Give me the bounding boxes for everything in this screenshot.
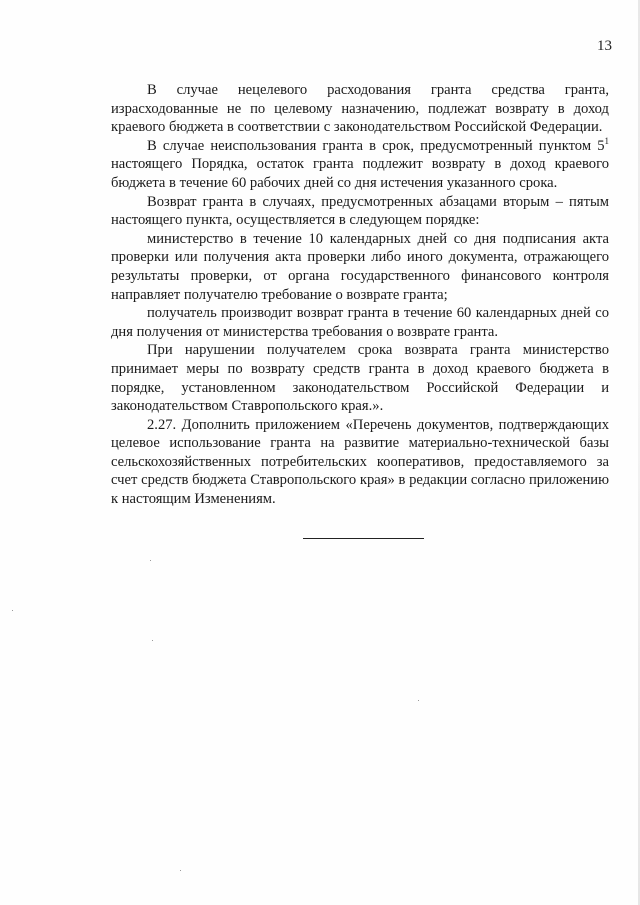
paragraph-violation-measures: При нарушении получателем срока возврата гранта министерство принимает меры по возврату средств гранта в доход краевого бюджета в порядке, установленном законодательством Российской Федерации и законодательством Ставропольского края.». (111, 342, 609, 415)
scan-speck (12, 610, 13, 611)
paragraph-amendment-2-27: 2.27. Дополнить приложением «Перечень документов, подтверждающих целевое использование гранта на развитие материально-технической базы сельскохозяйственных потребительских кооперативов, предоставляемого за счет средств бюджета Ставропольского края» в редакции согласно приложению к настоящим Изменениям. (111, 416, 609, 508)
document-body (111, 81, 609, 509)
paragraph-unused-grant-return (111, 137, 609, 193)
paragraph-unused-grant-text-end: настоящего Порядка, остаток гранта подлежит возврату в доход краевого бюджета в течение 60 рабочих дней со дня истечения указанного срока. (111, 156, 609, 191)
end-of-text-rule (303, 538, 424, 539)
scan-speck (180, 870, 181, 871)
page-number: 13 (597, 38, 612, 54)
paragraph-ministry-demand: министерство в течение 10 календарных дней со дня подписания акта проверки или получения акта проверки либо иного документа, отражающего результаты проверки, от органа государственного финансового контроля направляет получателю требование о возврате гранта; (111, 230, 609, 303)
paragraph-unused-grant-text-start: В случае неиспользования гранта в срок, предусмотренный пунктом 5 (147, 137, 605, 154)
paragraph-recipient-return: получатель производит возврат гранта в течение 60 календарных дней со дня получения от министерства требования о возврате гранта. (111, 305, 609, 340)
scan-speck (152, 640, 153, 641)
scan-speck (150, 560, 151, 561)
superscript-index: 1 (604, 135, 609, 146)
scan-speck (418, 700, 419, 701)
paragraph-misuse-return: В случае нецелевого расходования гранта средства гранта, израсходованные не по целевому назначению, подлежат возврату в доход краевого бюджета в соответствии с законодательством Российской Федерации. (111, 82, 609, 136)
paragraph-return-procedure: Возврат гранта в случаях, предусмотренных абзацами вторым – пятым настоящего пункта, осуществляется в следующем порядке: (111, 193, 609, 229)
